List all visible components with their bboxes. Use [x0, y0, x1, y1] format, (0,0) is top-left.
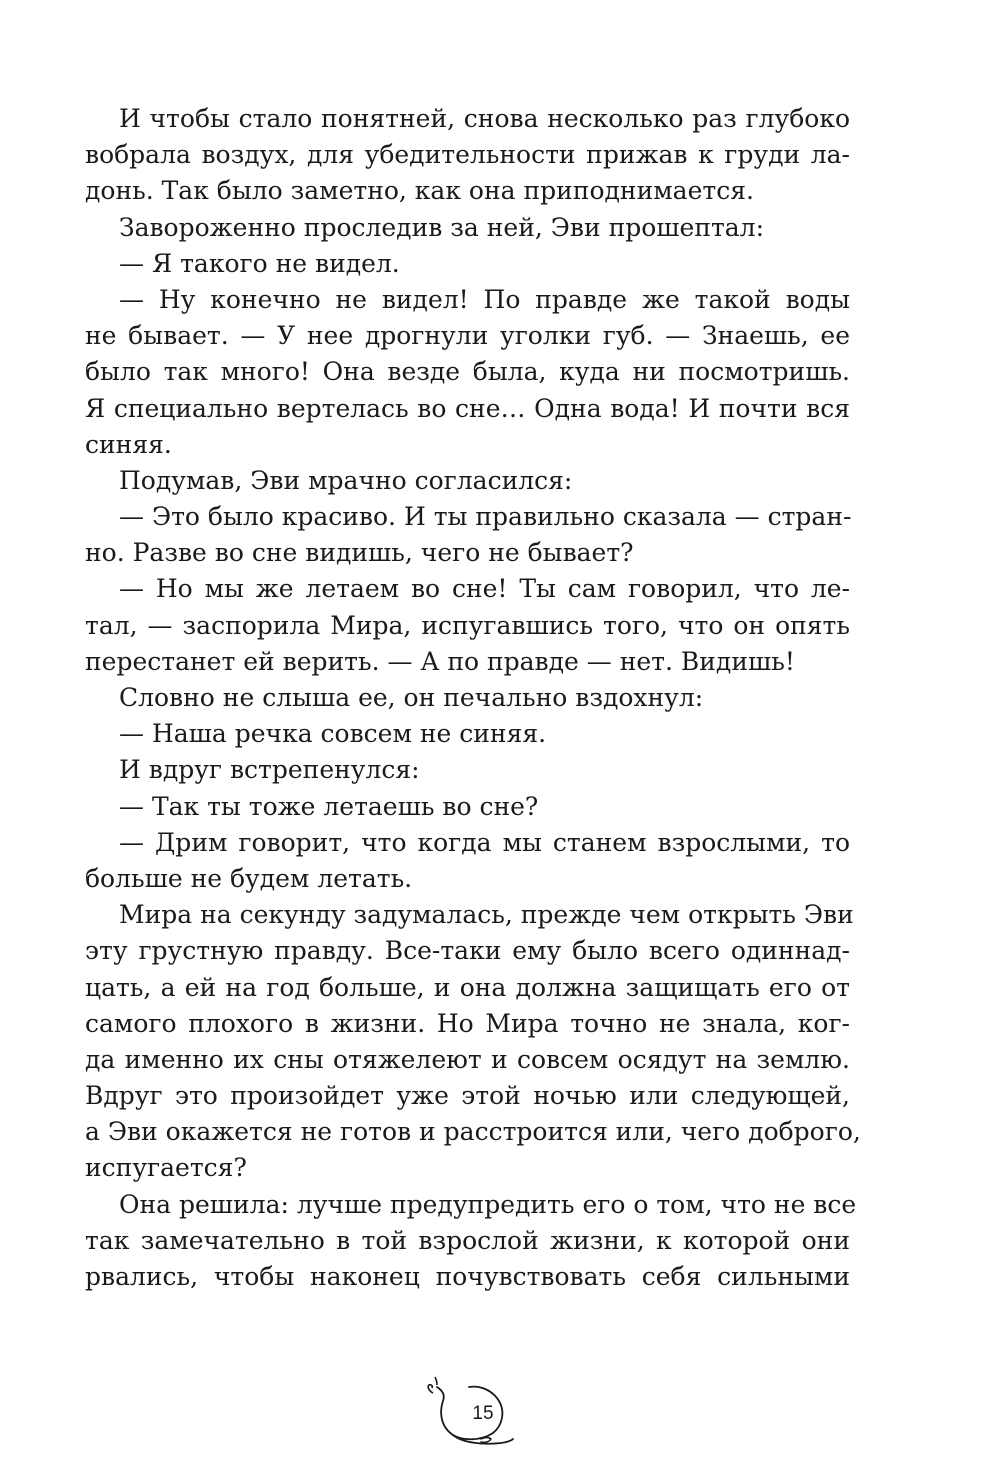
text-line: донь. Так было заметно, как она приподнимается.: [85, 176, 754, 206]
text-line: Словно не слыша ее, он печально вздохнул:: [119, 683, 704, 712]
page-footer: [423, 1375, 523, 1455]
text-line: — Наша речка совсем не синяя.: [119, 719, 547, 749]
text-line: Мира на секунду задумалась, прежде чем открыть Эви: [119, 900, 854, 930]
text-line: — Дрим говорит, что когда мы станем взрослыми, то: [119, 827, 850, 857]
text-line: Подумав, Эви мрачно согласился:: [119, 465, 573, 495]
text-line: испугается?: [85, 1153, 247, 1183]
text-line: тал, — заспорила Мира, испугавшись того, что он опять: [85, 610, 850, 640]
text-line: больше не будем летать.: [85, 863, 413, 893]
text-line: но. Разве во сне видишь, чего не бывает?: [85, 538, 634, 568]
text-line: а Эви окажется не готов и расстроится или, чего доброго,: [85, 1117, 861, 1147]
text-line: — Но мы же летаем во сне! Ты сам говорил, что ле-: [119, 574, 850, 604]
text-line: эту грустную правду. Все-таки ему было всего одиннад-: [85, 936, 850, 966]
text-line: — Ну конечно не видел! По правде же такой воды: [119, 284, 850, 314]
text-line: Завороженно проследив за ней, Эви прошептал:: [119, 212, 765, 242]
text-line: синяя.: [85, 429, 172, 459]
text-line: — Я такого не видел.: [119, 248, 400, 278]
text-line: самого плохого в жизни. Но Мира точно не знала, ког-: [85, 1008, 850, 1038]
text-line: Вдруг это произойдет уже этой ночью или следующей,: [85, 1081, 850, 1111]
text-line: цать, а ей на год больше, и она должна защищать его от: [85, 972, 850, 1002]
body-text: [85, 101, 861, 1295]
text-line: рвались, чтобы наконец почувствовать себя сильными: [85, 1262, 850, 1291]
text-line: Она решила: лучше предупредить его о том, что не все: [119, 1189, 857, 1219]
text-line: было так много! Она везде была, куда ни посмотришь.: [85, 357, 850, 387]
text-line: — Это было красиво. И ты правильно сказала — стран-: [119, 502, 852, 532]
page-number: 15: [472, 1403, 494, 1424]
text-line: И чтобы стало понятней, снова несколько раз глубоко: [119, 104, 850, 133]
text-line: И вдруг встрепенулся:: [119, 755, 420, 785]
text-line: перестанет ей верить. — А по правде — нет. Видишь!: [85, 646, 795, 676]
text-line: вобрала воздух, для убедительности прижав к груди ла-: [85, 140, 850, 170]
text-line: так замечательно в той взрослой жизни, к которой они: [85, 1225, 850, 1255]
text-line: не бывает. — У нее дрогнули уголки губ. — Знаешь, ее: [85, 321, 850, 351]
text-line: да именно их сны отяжелеют и совсем осядут на землю.: [85, 1044, 850, 1074]
text-line: Я специально вертелась во сне… Одна вода! И почти вся: [85, 393, 850, 423]
text-line: — Так ты тоже летаешь во сне?: [119, 791, 539, 821]
